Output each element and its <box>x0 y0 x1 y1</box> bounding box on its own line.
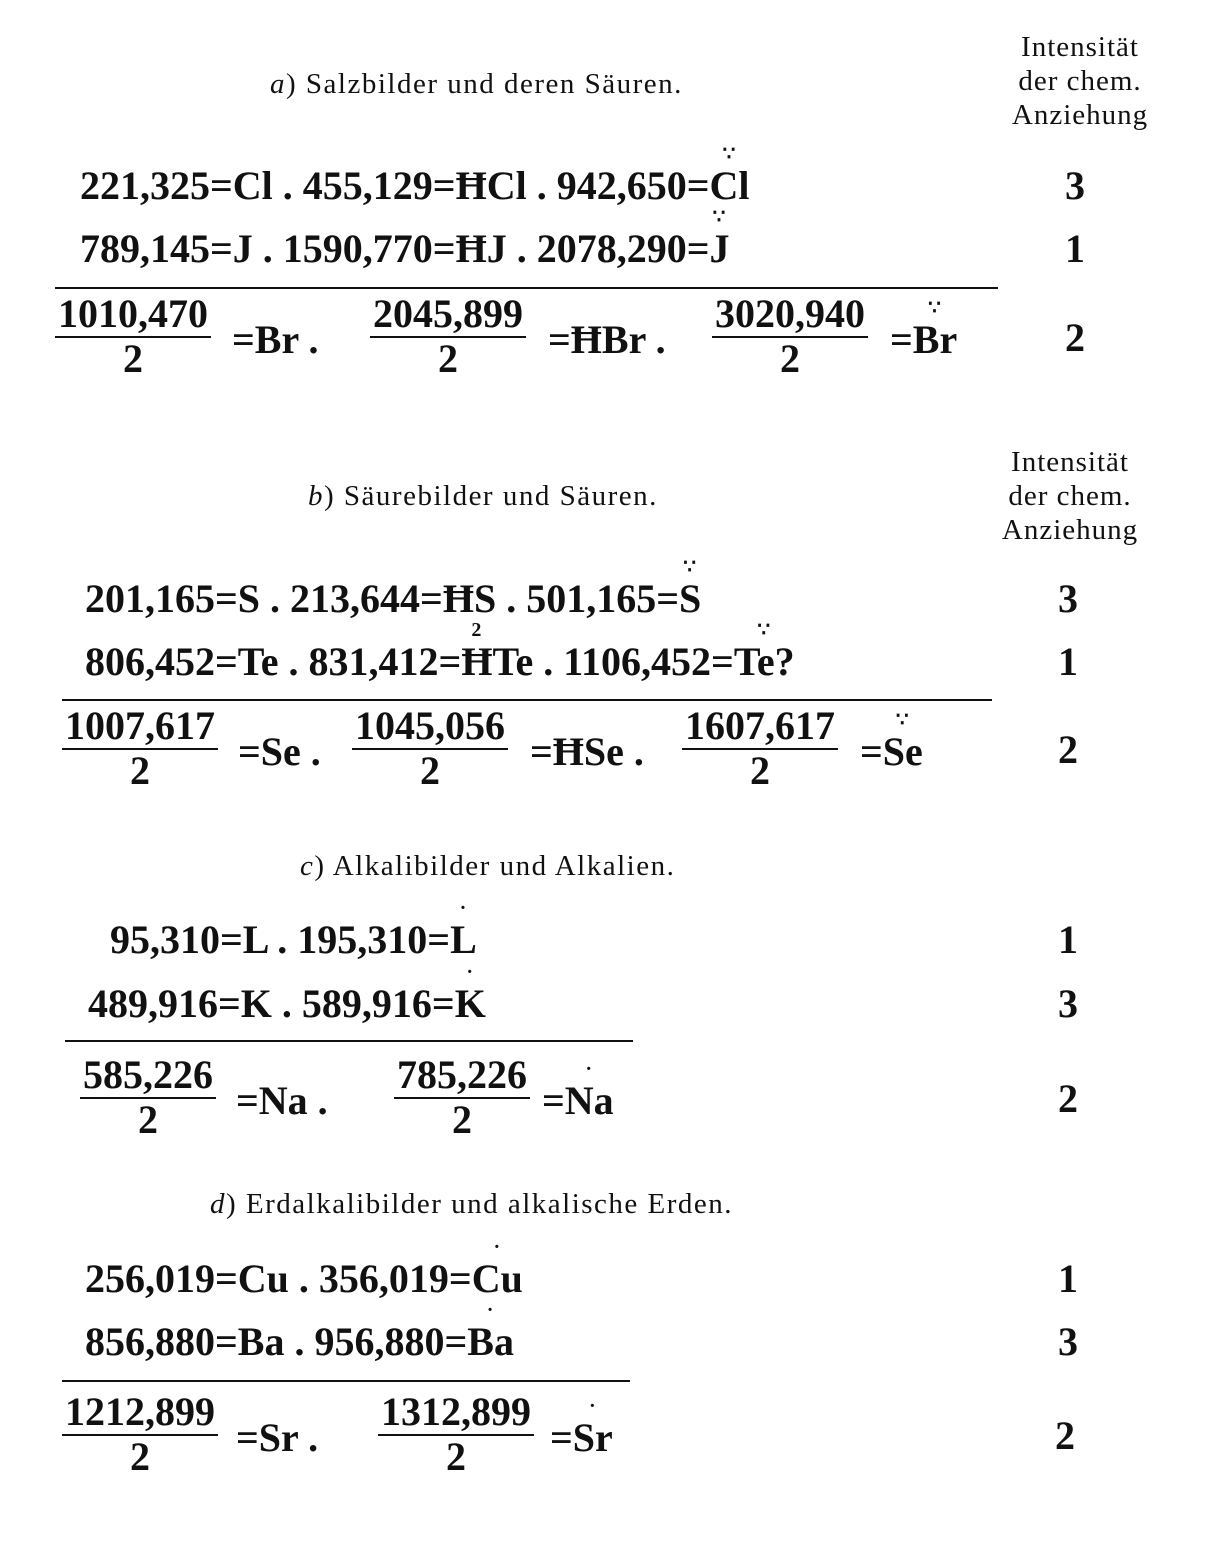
section-c-label: c <box>300 850 315 882</box>
intensity-value: 1 <box>1058 639 1078 684</box>
oxide-symbol: ∵ S <box>678 556 702 621</box>
intensity-header-b: Intensität der chem. Anziehung <box>1001 446 1139 546</box>
intensity-value: 3 <box>1058 576 1078 621</box>
divider-rule <box>62 699 992 701</box>
section-b-heading: b) Säurebilder und Säuren. <box>308 480 658 512</box>
oxide-symbol: · Ba <box>467 1299 514 1364</box>
oxide-symbol: ∵ Cl <box>709 143 750 208</box>
fraction: $\frac{1607,617}{2}$ <box>682 704 838 792</box>
equation-part: =ĦBr . <box>548 317 666 362</box>
fraction: $\frac{1010,470}{2}$ <box>55 292 211 380</box>
intensity-value: 1 <box>1058 1256 1078 1301</box>
divider-rule <box>55 287 998 289</box>
oxide-symbol: · Na <box>564 1058 614 1123</box>
oxide-symbol: ∵ Br <box>912 297 958 362</box>
oxide-symbol: ∵ Te? <box>733 619 795 684</box>
fraction: $\frac{585,226}{2}$ <box>80 1053 216 1141</box>
hydrogen-symbol: 2 Ħ <box>461 619 493 684</box>
divider-rule <box>62 1380 630 1382</box>
intensity-value: 2 <box>1065 315 1085 360</box>
section-c-heading: c) Alkalibilder und Alkalien. <box>300 850 676 882</box>
fraction: $\frac{1007,617}{2}$ <box>62 704 218 792</box>
section-a-heading: a) Salzbilder und deren Säuren. <box>270 68 683 100</box>
oxide-symbol: · Sr <box>572 1395 613 1460</box>
equation-part: =Br . <box>232 317 319 362</box>
section-b-title: Säurebilder und Säuren. <box>343 480 658 512</box>
intensity-value: 2 <box>1055 1413 1075 1458</box>
intensity-value: 3 <box>1058 1319 1078 1364</box>
section-a-title: Salzbilder und deren Säuren. <box>305 68 683 100</box>
section-a-label: a <box>270 68 286 100</box>
intensity-header-a: Intensität der chem. Anziehung <box>1011 31 1149 131</box>
equation-row-c2: 489,916=K . 589,916= · K <box>88 961 486 1026</box>
intensity-value: 2 <box>1058 727 1078 772</box>
equation-part: = ∵ Br <box>890 297 958 362</box>
oxide-symbol: · K <box>454 961 486 1026</box>
fraction: $\frac{2045,899}{2}$ <box>370 292 526 380</box>
equation-row-a1: 221,325=Cl . 455,129=ĦCl . 942,650= ∵ Cl <box>80 143 750 208</box>
divider-rule <box>65 1040 633 1042</box>
fraction: $\frac{1045,056}{2}$ <box>352 704 508 792</box>
equation-row-d1: 256,019=Cu . 356,019= · Cu <box>85 1236 523 1301</box>
equation-row-b1: 201,165=S . 213,644=ĦS . 501,165= ∵ S <box>85 556 702 621</box>
oxide-symbol: ∵ J <box>709 206 730 271</box>
section-c-title: Alkalibilder und Alkalien. <box>332 850 676 882</box>
section-d-label: d <box>210 1188 226 1220</box>
equation-part: =Sr . <box>236 1415 319 1460</box>
section-d-heading: d) Erdalkalibilder und alkalische Erden. <box>210 1188 734 1220</box>
oxide-symbol: · Cu <box>471 1236 523 1301</box>
equation-part: =Na . <box>236 1078 328 1123</box>
fraction: $\frac{1212,899}{2}$ <box>62 1390 218 1478</box>
intensity-value: 1 <box>1065 226 1085 271</box>
equation-row-c1: 95,310=L . 195,310= · L <box>110 897 477 962</box>
fraction: $\frac{785,226}{2}$ <box>394 1053 530 1141</box>
section-b-label: b <box>308 480 324 512</box>
oxide-symbol: ∵ Se <box>882 709 923 774</box>
equation-row-b2: 806,452=Te . 831,412= 2 ĦTe . 1106,452= ∵ Te? <box>85 619 795 684</box>
fraction: $\frac{1312,899}{2}$ <box>378 1390 534 1478</box>
equation-row-a2: 789,145=J . 1590,770=ĦJ . 2078,290= ∵ J <box>80 206 730 271</box>
equation-part: =Se . <box>238 729 321 774</box>
section-d-title: Erdalkalibilder und alkalische Erden. <box>245 1188 734 1220</box>
equation-part: = · Sr <box>550 1395 613 1460</box>
fraction: $\frac{3020,940}{2}$ <box>712 292 868 380</box>
intensity-value: 1 <box>1058 917 1078 962</box>
oxide-symbol: · L <box>450 897 477 962</box>
equation-row-d2: 856,880=Ba . 956,880= · Ba <box>85 1299 514 1364</box>
intensity-value: 3 <box>1065 163 1085 208</box>
intensity-value: 3 <box>1058 981 1078 1026</box>
intensity-value: 2 <box>1058 1076 1078 1121</box>
equation-part: = ∵ Se <box>860 709 923 774</box>
equation-part: =ĦSe . <box>530 729 644 774</box>
equation-part: = · Na <box>542 1058 614 1123</box>
